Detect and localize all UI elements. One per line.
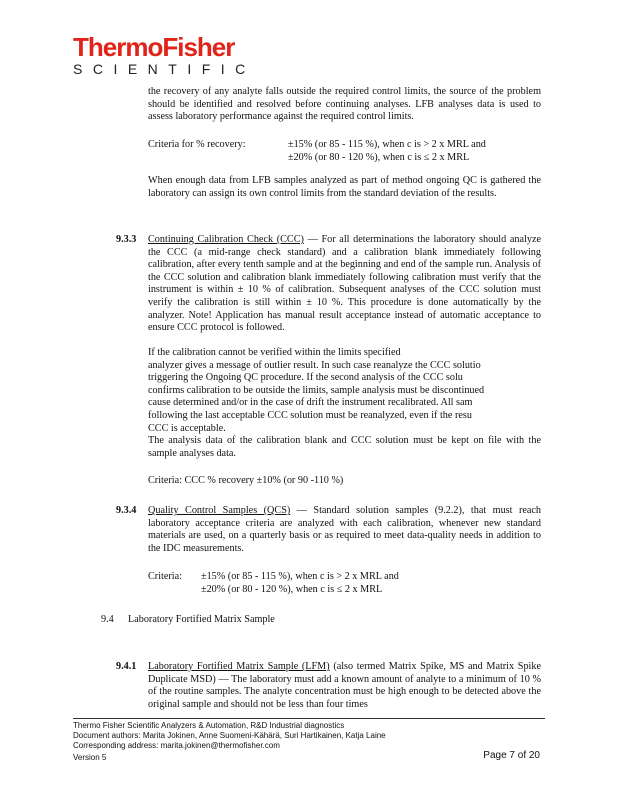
qcs-criteria-line1: ±15% (or 85 - 115 %), when c is > 2 x MRL and — [201, 571, 399, 582]
page-number: Page 7 of 20 — [483, 750, 540, 761]
ccc-outlier-line: CCC is acceptable. — [148, 422, 226, 434]
footer-divider — [73, 718, 545, 719]
logo-subtitle: SCIENTIFIC — [73, 61, 256, 77]
ccc-outlier-line: triggering the Ongoing QC procedure. If the second analysis of the CCC solu — [148, 372, 463, 384]
footer-authors: Document authors: Marita Jokinen, Anne Suomeni-Kähärä, Suri Hartikainen, Katja Laine — [73, 731, 386, 740]
section-number-9-3-4: 9.3.4 — [116, 505, 137, 516]
footer-company: Thermo Fisher Scientific Analyzers & Automation, R&D Industrial diagnostics — [73, 721, 345, 730]
footer-version: Version 5 — [73, 753, 107, 762]
ccc-outlier-line: analyzer gives a message of outlier result. In such case reanalyze the CCC solutio — [148, 359, 481, 371]
ccc-record-paragraph: The analysis data of the calibration blank and CCC solution must be kept on file with the sample analyses data. — [148, 435, 541, 459]
section-number-9-4-1: 9.4.1 — [116, 661, 137, 672]
ccc-criteria: Criteria: CCC % recovery ±10% (or 90 -110 %) — [148, 475, 344, 486]
section-9-3-4-text: — Standard solution samples (9.2.2), that must reach laboratory acceptance criteria are analyzed with each calibration, whenever new standard materials are used, on a quarterly basis or as required to meet data-quality needs in addition to the IDC measurements. — [148, 505, 542, 554]
section-number-9-3-3: 9.3.3 — [116, 234, 137, 245]
ccc-outlier-line: following the last acceptable CCC solution must be reanalyzed, even if the resu — [148, 409, 472, 421]
qcs-criteria-label: Criteria: — [148, 571, 182, 582]
section-9-3-3-text: — For all determinations the laboratory should analyze the CCC (a mid-range check standard) and a calibration blank immediately following calibration, after every tenth sample and at the beginning and end of the sample run. Analysis of the CCC solution and calibration blank immediately following calibration must verify that the instrument is within ± 10 % of calibration. Subsequent analyses of the CCC solution must verify the calibration is still within ± 10 %. This procedure is done automatically by the analyzer. Note! Application has manual result acceptance instead of automatic acceptance to ensure CCC protocol is followed. — [148, 234, 541, 334]
section-9-3-4-title: Quality Control Samples (QCS) — [148, 505, 291, 516]
section-9-3-4-paragraph — [148, 505, 541, 555]
section-9-3-3-paragraph — [148, 234, 541, 335]
lfb-control-limits-paragraph: When enough data from LFB samples analyzed as part of method ongoing QC is gathered the laboratory can assign its own control limits from the standard deviation of the results. — [148, 175, 541, 199]
section-9-4-1-text: (also termed Matrix Spike, MS and Matrix Spike Duplicate MSD) — The laboratory must add a known amount of analyte to a minimum of 10 % of the routine samples. The analyte concentration must be high enough to be detected above the original sample and should not be less than four times — [148, 661, 541, 710]
section-number-9-4: 9.4 — [101, 614, 114, 625]
ccc-outlier-line: cause determined and/or in the case of drift the instrument recalibrated. All sam — [148, 397, 473, 409]
footer-address: Corresponding address: marita.jokinen@thermofisher.com — [73, 741, 280, 750]
ccc-outlier-line: confirms calibration to be outside the limits, sample analysis must be discontinued — [148, 384, 485, 396]
company-logo — [73, 32, 256, 77]
lfb-criteria-line2: ±20% (or 80 - 120 %), when c is ≤ 2 x MRL — [288, 152, 470, 163]
ccc-outlier-paragraph — [148, 347, 541, 435]
logo-wordmark: ThermoFisher — [73, 32, 235, 62]
intro-paragraph: the recovery of any analyte falls outside the required control limits, the source of the problem should be identified and resolved before continuing analyses. LFB analyses data is used to assess laboratory performance against the required control limits. — [148, 86, 541, 123]
lfb-criteria-line1: ±15% (or 85 - 115 %), when c is > 2 x MRL and — [288, 139, 486, 150]
qcs-criteria-line2: ±20% (or 80 - 120 %), when c is ≤ 2 x MRL — [201, 584, 383, 595]
ccc-outlier-line: If the calibration cannot be verified within the limits specified — [148, 347, 401, 358]
section-9-4-title: Laboratory Fortified Matrix Sample — [128, 614, 275, 625]
section-9-4-1-paragraph — [148, 661, 541, 711]
section-9-4-1-title: Laboratory Fortified Matrix Sample (LFM) — [148, 661, 330, 672]
lfb-criteria-label: Criteria for % recovery: — [148, 139, 246, 150]
section-9-3-3-title: Continuing Calibration Check (CCC) — [148, 234, 304, 245]
